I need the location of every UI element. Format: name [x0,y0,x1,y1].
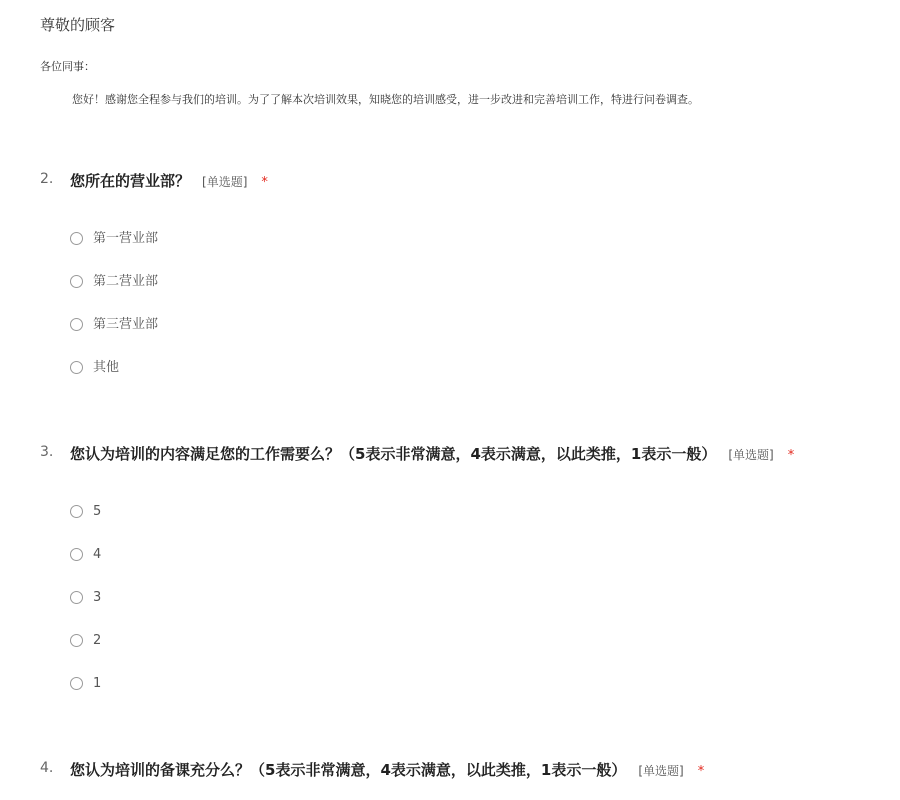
question-header [40,759,880,779]
radio-button[interactable] [70,232,83,245]
question-type-label: [单选题] [638,764,684,778]
option-label: 第二营业部 [93,274,159,289]
radio-button[interactable] [70,591,83,604]
question-type-label: [单选题] [202,175,248,189]
greeting-text: 各位同事： [40,60,95,73]
option-label: 3 [93,590,102,605]
radio-button[interactable] [70,361,83,374]
radio-button[interactable] [70,634,83,647]
option-label: 第一营业部 [93,231,159,246]
question-header [40,170,880,190]
required-marker: * [787,448,795,463]
intro-text: 您好！感谢您全程参与我们的培训。为了了解本次培训效果，知晓您的培训感受，进一步改进和完善培训工作，特进行问卷调查。 [72,93,699,106]
question-title-text: 您认为培训的备课充分么？（5表示非常满意，4表示满意，以此类推，1表示一般） [70,761,627,779]
radio-button[interactable] [70,318,83,331]
option-label: 2 [93,633,102,648]
required-marker: * [261,175,268,190]
radio-button[interactable] [70,505,83,518]
radio-button[interactable] [70,548,83,561]
question-number: 3. [40,444,54,460]
radio-button[interactable] [70,275,83,288]
question-type-label: [单选题] [728,448,774,462]
question-header [40,443,880,463]
required-marker: * [697,764,705,779]
option-label: 1 [93,676,102,691]
option-label: 5 [93,504,102,519]
question-title [70,759,704,780]
question-title [70,170,268,191]
option-label: 4 [93,547,102,562]
question-2 [40,170,880,375]
page-title: 尊敬的顾客 [40,16,116,34]
option-label: 第三营业部 [93,317,159,332]
radio-button[interactable] [70,677,83,690]
question-3 [40,443,880,691]
question-4 [40,759,880,779]
option-label: 其他 [93,360,120,375]
question-number: 2. [40,171,54,187]
question-title [70,443,794,464]
question-number: 4. [40,760,54,776]
question-title-text: 您认为培训的内容满足您的工作需要么？（5表示非常满意，4表示满意，以此类推，1表示一般） [70,445,717,463]
question-title-text: 您所在的营业部？ [70,172,191,190]
